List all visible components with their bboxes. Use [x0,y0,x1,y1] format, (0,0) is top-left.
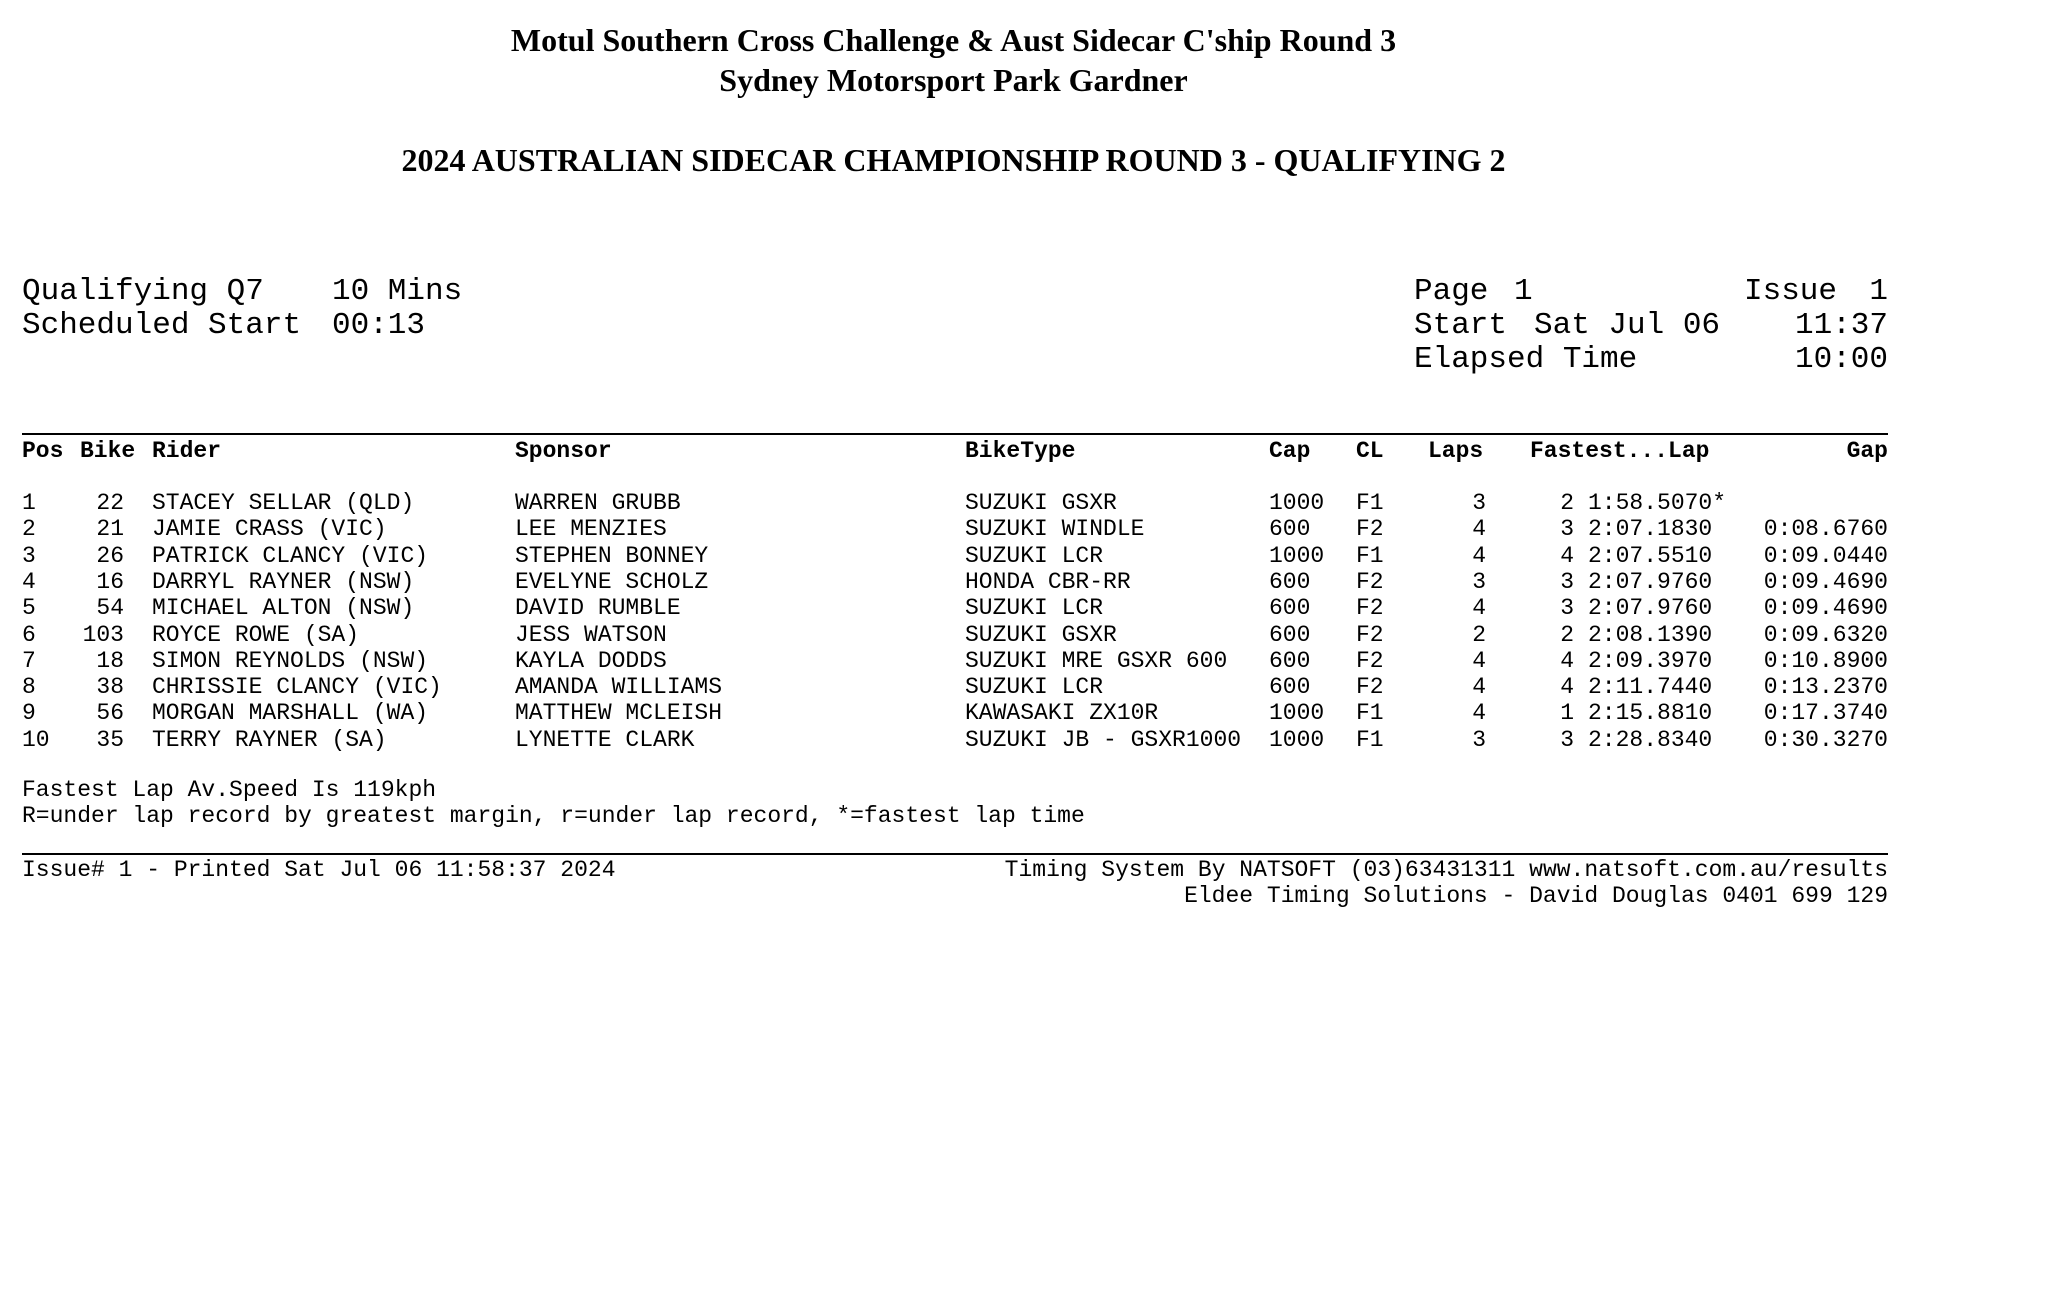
cell-cap: 600 [1269,621,1311,648]
cell-rider: CHRISSIE CLANCY (VIC) [152,674,442,701]
page-label: Page [1414,274,1489,309]
elapsed-value: 10:00 [1794,342,1888,377]
cell-bike: 16 [96,568,124,595]
cell-bike: 35 [96,726,124,753]
cell-laps: 4 [1472,542,1486,569]
cell-biketype: KAWASAKI ZX10R [965,700,1159,727]
col-sponsor: Sponsor [515,438,612,464]
event-title: Motul Southern Cross Challenge & Aust Sidecar C'ship Round 3 [510,22,1397,58]
cell-pos: 10 [22,726,50,753]
cell-biketype: SUZUKI MRE GSXR 600 [965,647,1228,674]
cell-pos: 1 [22,490,36,516]
cell-fastest-lap-no: 3 [1560,595,1574,622]
cell-pos: 2 [22,516,36,543]
cell-sponsor: WARREN GRUBB [515,490,681,516]
session-name: Qualifying Q7 [22,274,264,309]
cell-fastest: 2:07.1830 [1588,516,1713,543]
cell-pos: 7 [22,647,36,674]
cell-rider: ROYCE ROWE (SA) [152,621,360,648]
cell-fastest-lap-no: 2 [1560,621,1574,648]
cell-fastest: 1:58.5070* [1588,490,1727,516]
cell-fastest-lap-no: 4 [1560,647,1574,674]
cell-gap: 0:13.2370 [1763,674,1888,701]
cell-fastest-lap-no: 1 [1560,700,1574,727]
cell-fastest-lap-no: 3 [1560,568,1574,595]
cell-laps: 3 [1472,726,1486,753]
cell-cl: F2 [1356,674,1384,701]
elapsed-label: Elapsed Time [1414,342,1638,377]
footer-rule [22,853,1888,855]
cell-gap: 0:09.4690 [1763,595,1888,622]
cell-cl: F2 [1356,516,1384,543]
session-duration: 10 Mins [332,274,463,309]
cell-cap: 1000 [1269,542,1325,569]
cell-pos: 4 [22,568,36,595]
cell-cap: 600 [1269,568,1311,595]
cell-biketype: SUZUKI WINDLE [965,516,1145,543]
cell-gap: 0:08.6760 [1763,516,1888,543]
cell-cap: 1000 [1269,700,1325,727]
cell-fastest-lap-no: 2 [1560,490,1574,516]
cell-gap: 0:09.0440 [1763,542,1888,569]
cell-bike: 18 [96,647,124,674]
table-top-rule [22,433,1888,435]
cell-cl: F1 [1356,726,1384,753]
col-biketype: BikeType [965,438,1076,464]
cell-sponsor: KAYLA DODDS [515,647,667,674]
col-pos: Pos [22,438,64,464]
cell-sponsor: STEPHEN BONNEY [515,542,709,569]
cell-cl: F1 [1356,542,1384,569]
cell-biketype: SUZUKI GSXR [965,490,1117,516]
cell-fastest: 2:07.5510 [1588,542,1713,569]
cell-sponsor: JESS WATSON [515,621,667,648]
legend-note: R=under lap record by greatest margin, r=under lap record, *=fastest lap time [22,803,1085,829]
cell-rider: JAMIE CRASS (VIC) [152,516,387,543]
cell-fastest: 2:09.3970 [1588,647,1713,674]
scheduled-start-value: 00:13 [332,308,426,343]
venue-title: Sydney Motorsport Park Gardner [719,62,1188,98]
col-bike: Bike [80,438,136,464]
cell-laps: 4 [1472,516,1486,543]
cell-pos: 9 [22,700,36,727]
cell-cap: 1000 [1269,726,1325,753]
cell-rider: STACEY SELLAR (QLD) [152,490,415,516]
cell-gap: 0:17.3740 [1763,700,1888,727]
cell-fastest-lap-no: 4 [1560,542,1574,569]
col-cap: Cap [1269,438,1311,464]
start-time: 11:37 [1794,308,1888,343]
cell-biketype: SUZUKI LCR [965,542,1104,569]
cell-rider: DARRYL RAYNER (NSW) [152,568,415,595]
cell-cap: 600 [1269,516,1311,543]
cell-pos: 3 [22,542,36,569]
cell-bike: 22 [96,490,124,516]
cell-fastest: 2:08.1390 [1588,621,1713,648]
cell-laps: 2 [1472,621,1486,648]
cell-sponsor: LEE MENZIES [515,516,667,543]
cell-cap: 1000 [1269,490,1325,516]
cell-rider: TERRY RAYNER (SA) [152,726,387,753]
cell-rider: PATRICK CLANCY (VIC) [152,542,429,569]
cell-cl: F2 [1356,647,1384,674]
cell-biketype: SUZUKI LCR [965,674,1104,701]
scheduled-start-label: Scheduled Start [22,308,302,343]
cell-cl: F2 [1356,595,1384,622]
cell-bike: 21 [96,516,124,543]
cell-sponsor: MATTHEW MCLEISH [515,700,723,727]
cell-fastest: 2:28.8340 [1588,726,1713,753]
cell-fastest-lap-no: 3 [1560,726,1574,753]
issue-label: Issue [1744,274,1838,309]
cell-pos: 8 [22,674,36,701]
cell-pos: 6 [22,621,36,648]
cell-cl: F2 [1356,568,1384,595]
cell-bike: 56 [96,700,124,727]
cell-biketype: SUZUKI JB - GSXR1000 [965,726,1242,753]
cell-fastest: 2:07.9760 [1588,568,1713,595]
col-rider: Rider [152,438,222,464]
cell-biketype: SUZUKI GSXR [965,621,1117,648]
col-laps: Laps [1428,438,1484,464]
cell-laps: 4 [1472,700,1486,727]
session-title: 2024 AUSTRALIAN SIDECAR CHAMPIONSHIP ROUND 3 - QUALIFYING 2 [401,142,1506,178]
page-number: 1 [1514,274,1533,309]
cell-bike: 54 [96,595,124,622]
cell-fastest: 2:11.7440 [1588,674,1713,701]
cell-pos: 5 [22,595,36,622]
cell-laps: 3 [1472,568,1486,595]
cell-fastest: 2:07.9760 [1588,595,1713,622]
printed-info: Issue# 1 - Printed Sat Jul 06 11:58:37 2024 [22,857,616,883]
cell-sponsor: LYNETTE CLARK [515,726,695,753]
cell-laps: 4 [1472,647,1486,674]
cell-cap: 600 [1269,595,1311,622]
timing-system-info: Timing System By NATSOFT (03)63431311 www.natsoft.com.au/results [1004,857,1888,883]
cell-cap: 600 [1269,674,1311,701]
cell-fastest-lap-no: 3 [1560,516,1574,543]
cell-laps: 4 [1472,595,1486,622]
cell-sponsor: DAVID RUMBLE [515,595,681,622]
cell-fastest-lap-no: 4 [1560,674,1574,701]
cell-sponsor: AMANDA WILLIAMS [515,674,723,701]
col-fastest: Fastest...Lap [1530,438,1710,464]
cell-gap: 0:30.3270 [1763,726,1888,753]
issue-number: 1 [1869,274,1888,309]
cell-cl: F1 [1356,490,1384,516]
cell-laps: 4 [1472,674,1486,701]
cell-bike: 103 [82,621,124,648]
start-date: Sat Jul 06 [1534,308,1721,343]
cell-cl: F1 [1356,700,1384,727]
cell-rider: MICHAEL ALTON (NSW) [152,595,415,622]
speed-note: Fastest Lap Av.Speed Is 119kph [22,777,437,803]
cell-cl: F2 [1356,621,1384,648]
col-gap: Gap [1846,438,1888,464]
cell-biketype: HONDA CBR-RR [965,568,1131,595]
cell-biketype: SUZUKI LCR [965,595,1104,622]
cell-bike: 38 [96,674,124,701]
cell-rider: MORGAN MARSHALL (WA) [152,700,429,727]
start-label: Start [1414,308,1508,343]
cell-fastest: 2:15.8810 [1588,700,1713,727]
cell-laps: 3 [1472,490,1486,516]
cell-gap: 0:09.6320 [1763,621,1888,648]
cell-gap: 0:09.4690 [1763,568,1888,595]
cell-cap: 600 [1269,647,1311,674]
cell-rider: SIMON REYNOLDS (NSW) [152,647,429,674]
cell-bike: 26 [96,542,124,569]
cell-gap: 0:10.8900 [1763,647,1888,674]
cell-sponsor: EVELYNE SCHOLZ [515,568,709,595]
col-cl: CL [1356,438,1384,464]
timing-provider-info: Eldee Timing Solutions - David Douglas 0401 699 129 [1184,883,1888,909]
